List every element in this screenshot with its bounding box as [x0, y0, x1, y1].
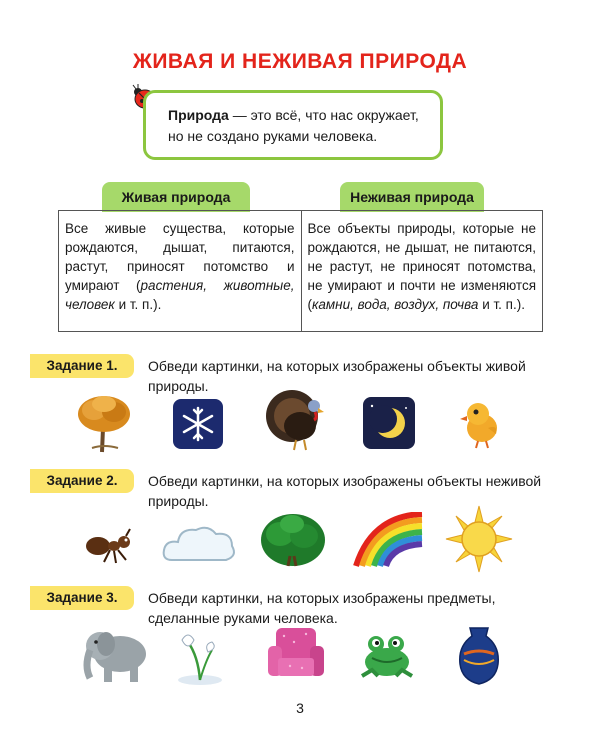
task-3-text: Обведи картинки, на которых изображены предметы, сделанные руками человека. [148, 590, 496, 626]
living-suffix: и т. п.). [114, 297, 162, 312]
snowflake-icon[interactable] [172, 398, 224, 450]
task-2-text: Обведи картинки, на которых изображены объекты неживой природы. [148, 473, 542, 509]
definition-box [143, 90, 443, 160]
definition-text-1: — это всё, что нас окружает, [228, 107, 419, 123]
sun-icon[interactable] [444, 504, 514, 574]
page-number: 3 [296, 700, 304, 716]
task-3-label: Задание 3. [30, 586, 134, 610]
definition-text-2: но не создано руками человека. [168, 128, 378, 144]
elephant-icon[interactable] [80, 622, 158, 684]
rainbow-icon[interactable] [352, 512, 426, 568]
night-moon-icon[interactable] [362, 396, 416, 450]
task-1-text: Обведи картинки, на которых изображены объекты живой природы. [148, 358, 526, 394]
nonliving-text: Все объекты природы, которые не рождаются, не дышат, не питаются, не растут, не приносят потомства, не умирают и почти не изменяются ( [307, 221, 536, 312]
cloud-icon[interactable] [160, 520, 240, 570]
ant-icon[interactable] [82, 526, 134, 566]
living-nature-definition [59, 211, 301, 331]
living-nature-header: Живая природа [102, 182, 250, 212]
living-examples: растения, животные, человек [65, 278, 295, 312]
living-text: Все живые существа, которые рождаются, дышат, питаются, растут, приносят потомство и умирают ( [65, 221, 295, 293]
task-2-label: Задание 2. [30, 469, 134, 493]
nonliving-examples: камни, вода, воздух, почва [312, 297, 479, 312]
frog-icon[interactable] [354, 630, 420, 682]
vase-icon[interactable] [454, 624, 504, 686]
nonliving-nature-definition [301, 211, 543, 331]
snowdrop-flower-icon[interactable] [174, 626, 226, 686]
turkey-icon[interactable] [262, 386, 332, 452]
task-1-label: Задание 1. [30, 354, 134, 378]
nonliving-nature-header: Неживая природа [340, 182, 484, 212]
definitions-table [58, 210, 543, 332]
chick-icon[interactable] [458, 398, 504, 450]
bush-icon[interactable] [258, 508, 328, 572]
armchair-icon[interactable] [264, 624, 328, 684]
page-title: ЖИВАЯ И НЕЖИВАЯ ПРИРОДА [132, 50, 468, 73]
definition-term: Природа [168, 107, 229, 123]
nonliving-suffix: и т. п.). [478, 297, 525, 312]
autumn-tree-icon[interactable] [72, 390, 136, 454]
